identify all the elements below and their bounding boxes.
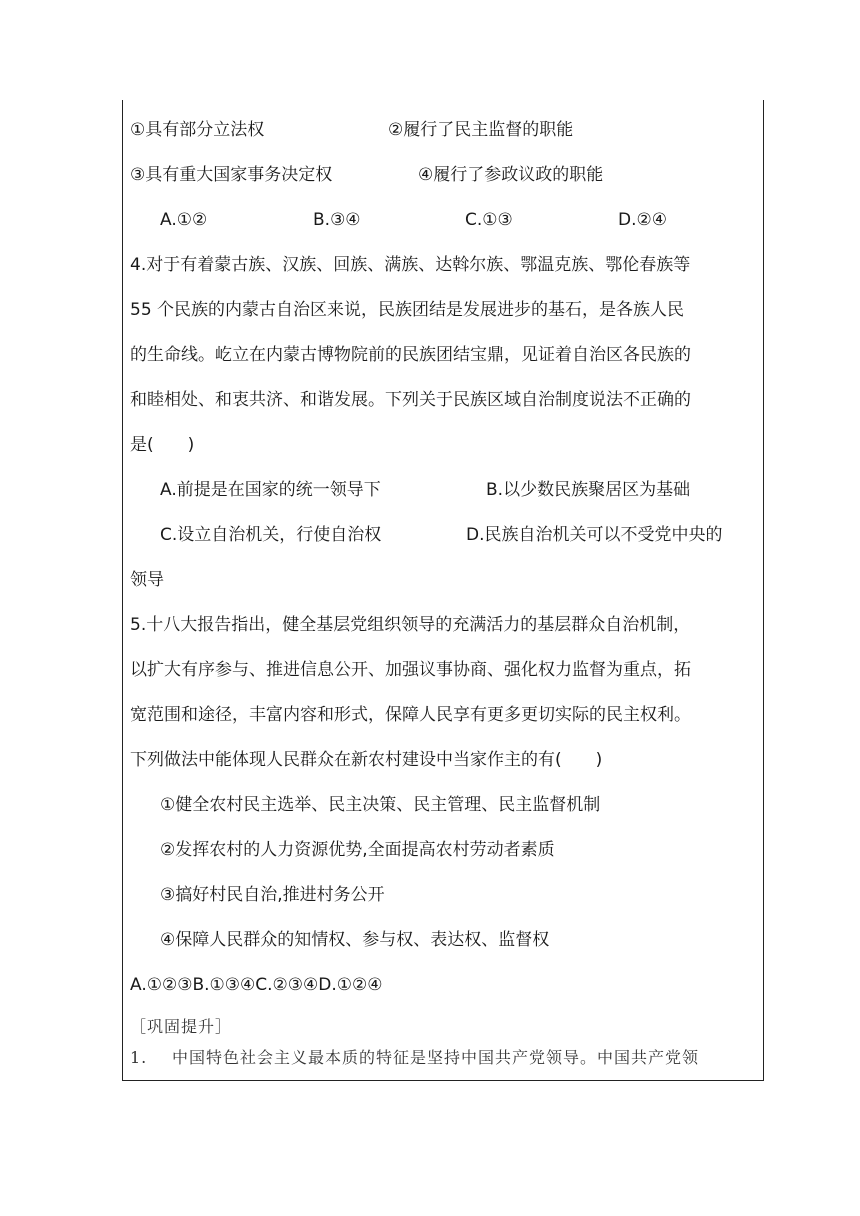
consolidate-q1-number: 1.	[130, 1048, 148, 1067]
q4-stem-line-2: 55 个民族的内蒙古自治区来说，民族团结是发展进步的基石，是各族人民	[130, 300, 685, 320]
q5-option-2: ②发挥农村的人力资源优势,全面提高农村劳动者素质	[160, 840, 555, 860]
consolidate-heading: ［巩固提升］	[130, 1017, 233, 1036]
q3-option-2: ②履行了民主监督的职能	[388, 120, 574, 140]
q4-stem-line-5: 是( )	[130, 435, 195, 455]
q5-stem-line-4: 下列做法中能体现人民群众在新农村建设中当家作主的有( )	[130, 750, 603, 770]
q5-option-3: ③搞好村民自治,推进村务公开	[160, 885, 385, 905]
q5-option-1: ①健全农村民主选举、民主决策、民主管理、民主监督机制	[160, 795, 601, 815]
q3-choice-a: A.①②	[160, 210, 208, 230]
q4-choice-d-continued: 领导	[130, 570, 164, 590]
q5-choices: A.①②③B.①③④C.②③④D.①②④	[130, 975, 383, 995]
q5-stem-line-1: 5.十八大报告指出，健全基层党组织领导的充满活力的基层群众自治机制，	[130, 615, 691, 635]
q4-stem-line-1: 4.对于有着蒙古族、汉族、回族、满族、达斡尔族、鄂温克族、鄂伦春族等	[130, 255, 691, 275]
q3-option-3: ③具有重大国家事务决定权	[130, 165, 333, 185]
q3-choice-c: C.①③	[465, 210, 513, 230]
q3-choice-b: B.③④	[313, 210, 361, 230]
q3-option-1: ①具有部分立法权	[130, 120, 265, 140]
q4-choice-d: D.民族自治机关可以不受党中央的	[466, 525, 723, 545]
q4-stem-line-3: 的生命线。屹立在内蒙古博物院前的民族团结宝鼎，见证着自治区各民族的	[130, 345, 691, 365]
q3-option-4: ④履行了参政议政的职能	[418, 165, 604, 185]
q5-option-4: ④保障人民群众的知情权、参与权、表达权、监督权	[160, 930, 550, 950]
consolidate-q1-text: 中国特色社会主义最本质的特征是坚持中国共产党领导。中国共产党领	[172, 1048, 700, 1067]
q4-choice-b: B.以少数民族聚居区为基础	[486, 480, 691, 500]
q5-stem-line-3: 宽范围和途径，丰富内容和形式，保障人民享有更多更切实际的民主权利。	[130, 705, 691, 725]
q4-choice-c: C.设立自治机关，行使自治权	[160, 525, 382, 545]
q5-stem-line-2: 以扩大有序参与、推进信息公开、加强议事协商、强化权力监督为重点，拓	[130, 660, 691, 680]
q3-choice-d: D.②④	[618, 210, 667, 230]
q4-stem-line-4: 和睦相处、和衷共济、和谐发展。下列关于民族区域自治制度说法不正确的	[130, 390, 691, 410]
q4-choice-a: A.前提是在国家的统一领导下	[160, 480, 381, 500]
